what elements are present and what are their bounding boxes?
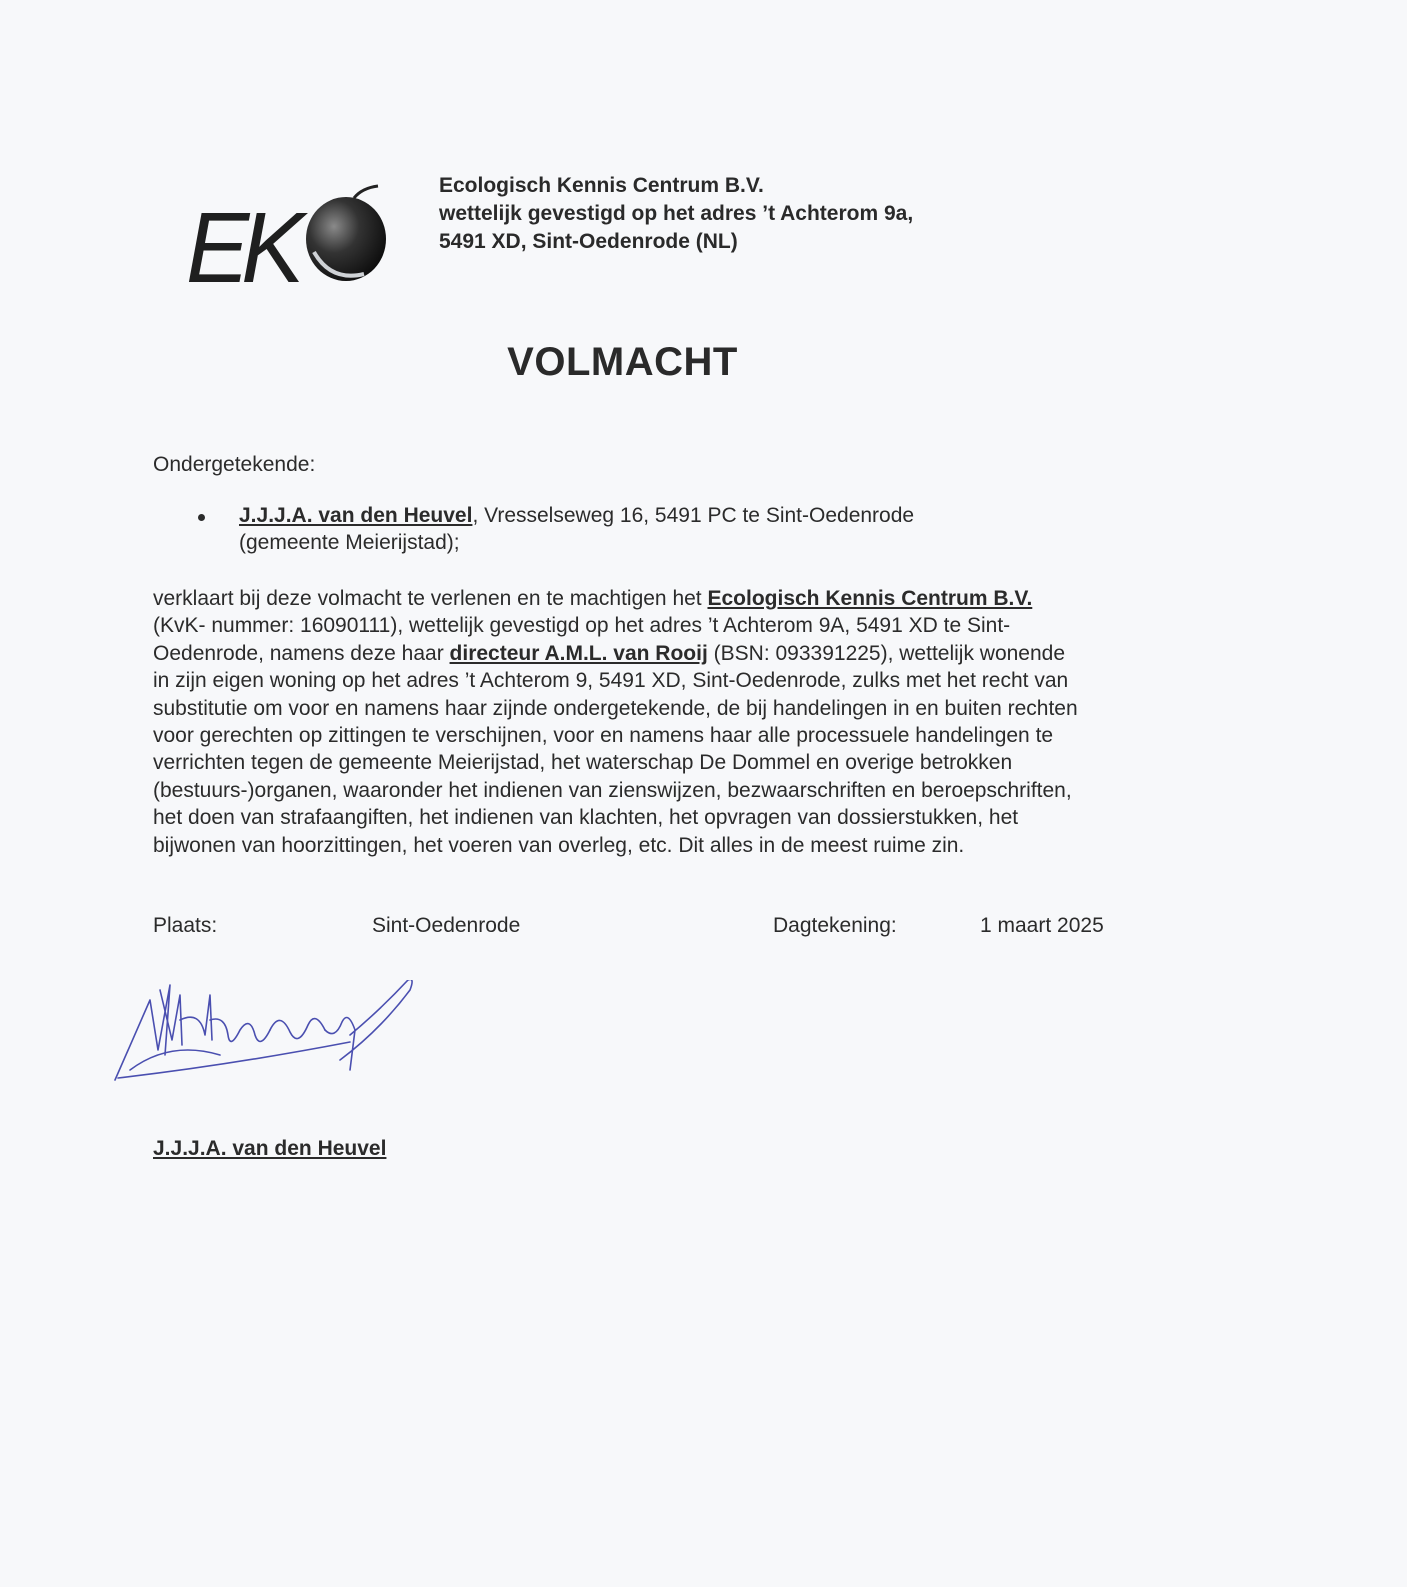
bullet-icon [198, 514, 205, 521]
body-line: substitutie om voor en namens haar zijnde ondergetekende, de bij handelingen in en buiten rechten [153, 696, 1078, 720]
undersigned-address: , Vresselseweg 16, 5491 PC te Sint-Oedenrode [472, 504, 915, 527]
body-line: bijwonen van hoorzittingen, het voeren van overleg, etc. Dit alles in de meest ruime zin. [153, 833, 965, 857]
body-line: (bestuurs-)organen, waaronder het indienen van zienswijzen, bezwaarschriften en beroepschriften, [153, 778, 1072, 802]
document-title: VOLMACHT [507, 340, 738, 384]
director-reference: directeur A.M.L. van Rooij [449, 641, 708, 665]
body-paragraph [153, 585, 1213, 859]
eko-logo [186, 182, 396, 297]
date-label: Dagtekening: [773, 914, 897, 937]
body-line: (KvK- nummer: 16090111), wettelijk gevestigd op het adres ’t Achterom 9A, 5491 XD te Sint- [153, 614, 1011, 638]
body-line: verrichten tegen de gemeente Meierijstad, het waterschap De Dommel en overige betrokken [153, 751, 1013, 775]
body-line: Oedenrode, namens deze haar directeur A.M.L. van Rooij (BSN: 093391225), wettelijk wonende [153, 641, 1066, 665]
svg-text:E: E [186, 191, 250, 297]
place-label: Plaats: [153, 914, 218, 937]
company-address-line2: 5491 XD, Sint-Oedenrode (NL) [439, 230, 738, 253]
company-name: Ecologisch Kennis Centrum B.V. [439, 174, 764, 197]
signature-image [110, 980, 420, 1090]
date-value: 1 maart 2025 [980, 914, 1104, 937]
undersigned-municipality: (gemeente Meierijstad); [239, 531, 460, 554]
body-line: in zijn eigen woning op het adres ’t Achterom 9, 5491 XD, Sint-Oedenrode, zulks met het recht van [153, 669, 1069, 693]
company-reference: Ecologisch Kennis Centrum B.V. [707, 587, 1033, 610]
body-line: het doen van strafaangiften, het indienen van klachten, het opvragen van dossierstukken, het [153, 806, 1019, 830]
svg-text:K: K [241, 191, 305, 297]
signer-name: J.J.J.A. van den Heuvel [153, 1137, 387, 1160]
place-value: Sint-Oedenrode [372, 914, 521, 937]
undersigned-label: Ondergetekende: [153, 453, 316, 476]
body-line: verklaart bij deze volmacht te verlenen en te machtigen het Ecologisch Kennis Centrum B.V. [153, 587, 1033, 610]
undersigned-name: J.J.J.A. van den Heuvel [239, 504, 473, 527]
undersigned-entry [239, 502, 1139, 556]
letterhead [439, 172, 913, 256]
company-address-line1: wettelijk gevestigd op het adres ’t Achterom 9a, [439, 202, 914, 225]
body-line: voor gerechten op zittingen te verschijnen, voor en namens haar alle processuele handelingen te [153, 724, 1054, 748]
